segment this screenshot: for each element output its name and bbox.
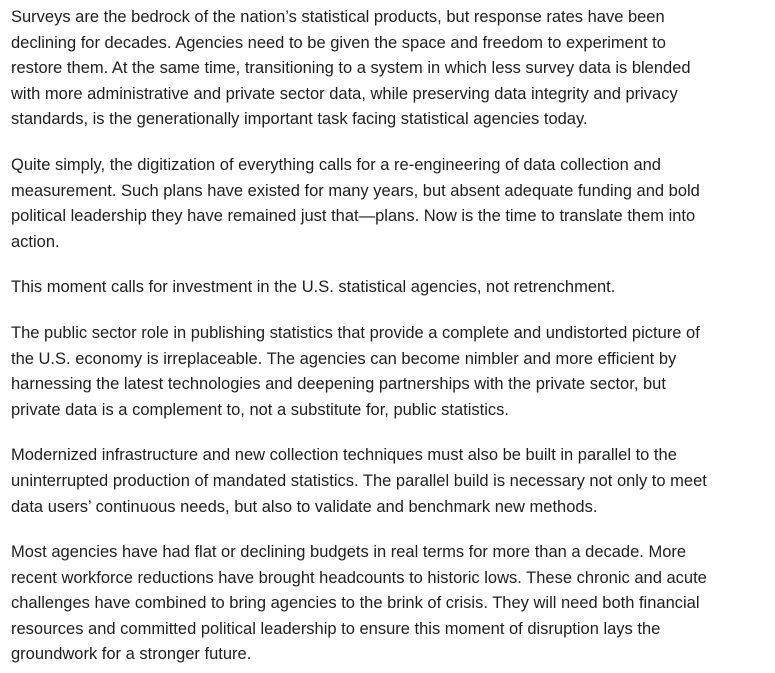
text-line: challenges have combined to bring agencies to the brink of crisis. They will need both financial — [11, 594, 700, 613]
text-line: the U.S. economy is irreplaceable. The agencies can become nimbler and more efficient by — [11, 349, 677, 368]
text-line: resources and committed political leadership to ensure this moment of disruption lays the — [11, 619, 661, 638]
text-line: Surveys are the bedrock of the nation’s statistical products, but response rates have been — [11, 8, 665, 26]
paragraph — [11, 5, 775, 133]
text-line: harnessing the latest technologies and deepening partnerships with the private sector, but — [11, 375, 666, 394]
paragraph — [11, 443, 775, 520]
paragraph — [11, 153, 775, 255]
text-line: Modernized infrastructure and new collection techniques must also be built in parallel to the — [11, 446, 677, 465]
text-line: measurement. Such plans have existed for many years, but absent adequate funding and bold — [11, 181, 700, 200]
paragraph — [11, 540, 775, 668]
text-line: standards, is the generationally important task facing statistical agencies today. — [11, 110, 588, 129]
text-line: with more administrative and private sector data, while preserving data integrity and privacy — [11, 84, 678, 103]
paragraph — [11, 321, 775, 423]
text-line: Quite simply, the digitization of everything calls for a re-engineering of data collection and — [11, 155, 661, 174]
text-line: uninterrupted production of mandated statistics. The parallel build is necessary not only to meet — [11, 471, 707, 490]
text-line: The public sector role in publishing statistics that provide a complete and undistorted picture of — [11, 323, 700, 342]
text-line: private data is a complement to, not a substitute for, public statistics. — [11, 400, 509, 419]
text-line: declining for decades. Agencies need to be given the space and freedom to experiment to — [11, 33, 666, 52]
text-line: groundwork for a stronger future. — [11, 645, 252, 664]
text-line: This moment calls for investment in the U.S. statistical agencies, not retrenchment. — [11, 278, 616, 297]
text-line: data users’ continuous needs, but also to validate and benchmark new methods. — [11, 497, 598, 516]
text-line: recent workforce reductions have brought headcounts to historic lows. These chronic and acute — [11, 568, 707, 587]
text-line: political leadership they have remained just that—plans. Now is the time to translate them into — [11, 207, 696, 226]
paragraph — [11, 275, 775, 301]
text-line: Most agencies have had flat or declining budgets in real terms for more than a decade. More — [11, 543, 687, 562]
text-line: restore them. At the same time, transitioning to a system in which less survey data is blended — [11, 59, 691, 78]
text-line: action. — [11, 232, 60, 251]
